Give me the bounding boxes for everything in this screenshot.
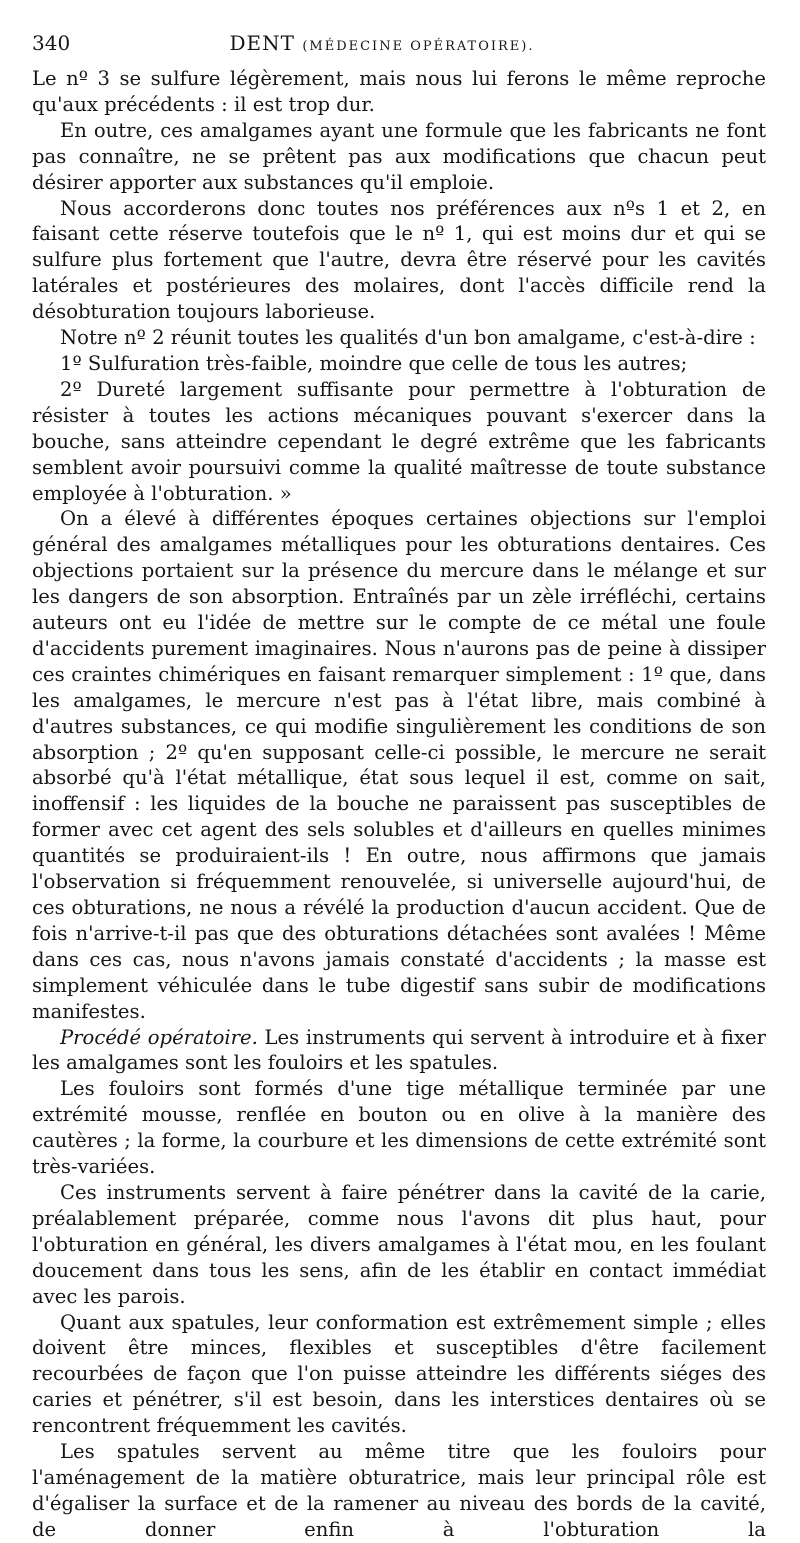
paragraph: Ces instruments servent à faire pénétrer dans la cavité de la carie, préalablement préparée, comme nous l'avons dit plus haut, pour l'obturation en général, les divers amalgames à l'état mou, en les foulant doucement dans tous les sens, afin de les établir en contact immédiat avec les parois.	[32, 1180, 766, 1308]
paragraph: Nous accorderons donc toutes nos préférences aux nºs 1 et 2, en faisant cette réserve toutefois que le nº 1, qui est moins dur et qui se sulfure plus fortement que l'autre, devra être réservé pour les cavités latérales et postérieures des molaires, dont l'accès difficile rend la désobturation toujours laborieuse.	[32, 196, 766, 324]
paragraph: Quant aux spatules, leur conformation est extrêmement simple ; elles doivent être minces, flexibles et susceptibles d'être facilement recourbées de façon que l'on puisse atteindre les différents siéges des caries et pénétrer, s'il est besoin, dans les interstices dentaires où se rencontrent fréquemment les cavités.	[32, 1310, 766, 1438]
paragraph: Notre nº 2 réunit toutes les qualités d'un bon amalgame, c'est-à-dire :	[60, 326, 756, 350]
paragraph: Les spatules servent au même titre que les fouloirs pour l'aménagement de la matière obturatrice, mais leur principal rôle est d'égaliser la surface et de la ramener au niveau des bords de la cavité, de donner enfin à l'obturation la	[32, 1440, 766, 1541]
paragraph-procedure	[32, 1025, 766, 1077]
paragraph: Le nº 3 se sulfure légèrement, mais nous lui ferons le même reproche qu'aux précédents : il est trop dur.	[32, 67, 766, 116]
paragraph: Les fouloirs sont formés d'une tige métallique terminée par une extrémité mousse, renflée en bouton ou en olive à la manière des cautères ; la forme, la courbure et les dimensions de cette extrémité sont très-variées.	[32, 1077, 766, 1179]
section-heading: Procédé opératoire.	[60, 1025, 258, 1049]
list-item: 2º Dureté largement suffisante pour permettre à l'obturation de résister à toutes les actions mécaniques pouvant s'exercer dans la bouche, sans atteindre cependant le degré extrême que les fabricants semblent avoir poursuivi comme la qualité maîtresse de toute substance employée à l'obturation. »	[32, 377, 766, 505]
running-head	[32, 30, 766, 60]
running-title-main: DENT	[229, 31, 295, 55]
running-title	[98, 30, 766, 60]
paragraph: On a élevé à différentes époques certaines objections sur l'emploi général des amalgames métalliques pour les obturations dentaires. Ces objections portaient sur la présence du mercure dans le mélange et sur les dangers de son absorption. Entraînés par un zèle irréfléchi, certains auteurs ont eu l'idée de mettre sur le compte de ce métal une foule d'accidents purement imaginaires. Nous n'aurons pas de peine à dissiper ces craintes chimériques en faisant remarquer simplement : 1º que, dans les amalgames, le mercure n'est pas à l'état libre, mais combiné à d'autres substances, ce qui modifie singulièrement les conditions de son absorption ; 2º qu'en supposant celle-ci possible, le mercure ne serait absorbé qu'à l'état métallique, état sous lequel il est, comme on sait, inoffensif : les liquides de la bouche ne paraissent pas susceptibles de former avec cet agent des sels solubles et d'ailleurs en quelles minimes quantités se produiraient-ils ! En outre, nous affirmons que jamais l'observation si fréquemment renouvelée, si universelle aujourd'hui, de ces obturations, ne nous a révélé la production d'aucun accident. Que de fois n'arrive-t-il pas que des obturations détachées sont avalées ! Même dans ces cas, nous n'avons jamais constaté d'accidents ; la masse est simplement véhiculée dans le tube digestif sans subir de modifications manifestes.	[32, 507, 766, 1023]
running-title-sub: (MÉDECINE OPÉRATOIRE).	[302, 39, 535, 54]
list-item: 1º Sulfuration très-faible, moindre que celle de tous les autres;	[60, 351, 688, 375]
page-number: 340	[32, 31, 71, 55]
paragraph-text: Les instruments qui servent à introduire et à fixer les amalgames sont les fouloirs et les spatules.	[32, 1025, 766, 1075]
paragraph: En outre, ces amalgames ayant une formule que les fabricants ne font pas connaître, ne se prêtent pas aux modifications que chacun peut désirer apporter aux substances qu'il emploie.	[32, 118, 766, 194]
